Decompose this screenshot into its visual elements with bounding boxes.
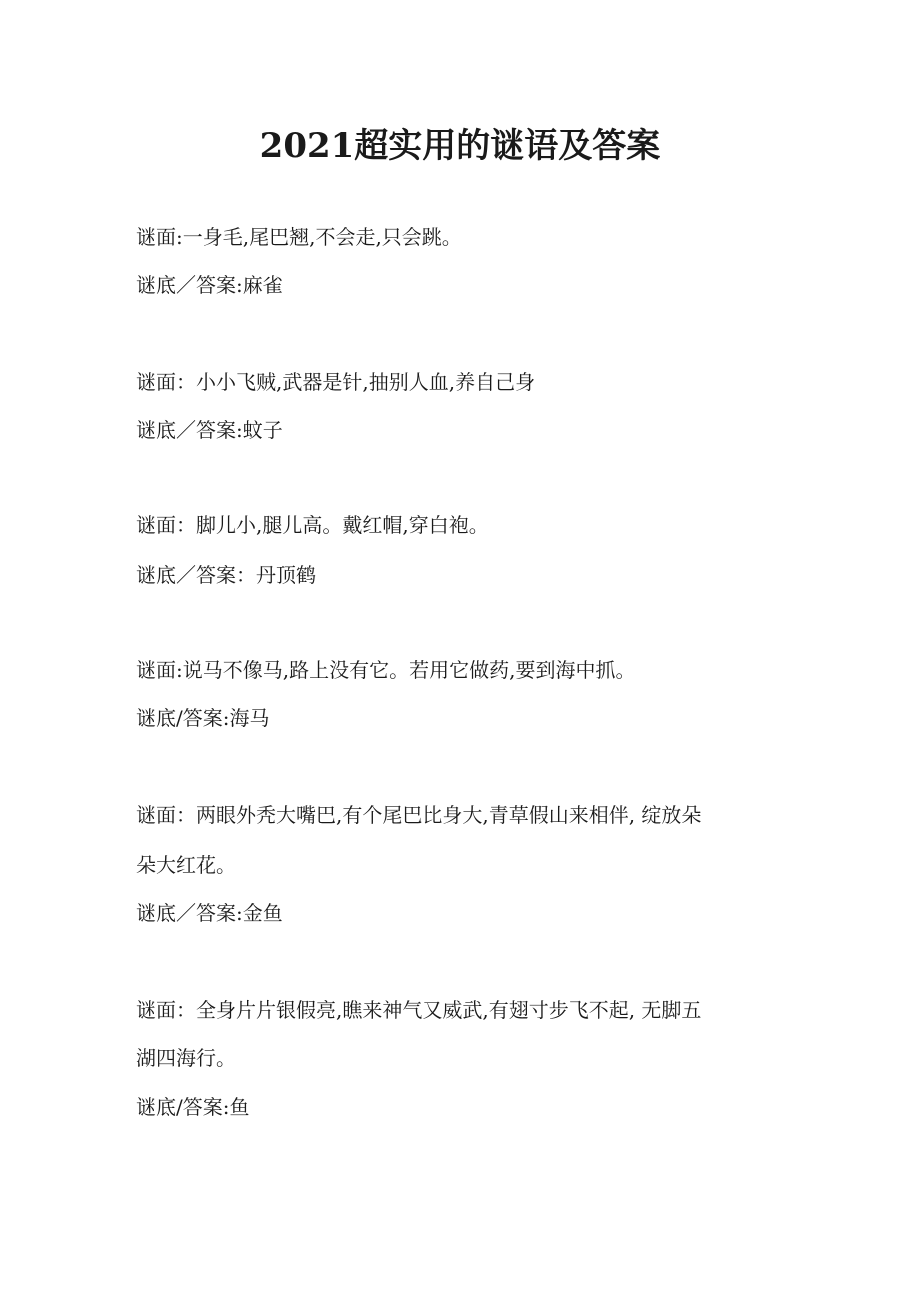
riddle-6-answer: 谜底/答案:鱼 [136, 1095, 250, 1119]
riddle-6-question-line-2: 湖四海行。 [136, 1046, 236, 1070]
riddle-4-answer: 谜底/答案:海马 [136, 706, 270, 730]
riddle-2-question: 谜面：小小飞贼,武器是针,抽别人血,养自己身 [136, 370, 536, 394]
riddle-3-answer: 谜底／答案：丹顶鹤 [136, 563, 316, 587]
riddle-5-question-line-1: 谜面：两眼外秃大嘴巴,有个尾巴比身大,青草假山来相伴, 绽放朵 [136, 803, 702, 827]
riddle-6-question-line-1: 谜面：全身片片银假亮,瞧来神气又威武,有翅寸步飞不起, 无脚五 [136, 998, 702, 1022]
riddle-5-answer: 谜底／答案:金鱼 [136, 901, 283, 925]
riddle-3-question: 谜面：脚儿小,腿儿高。戴红帽,穿白袍。 [136, 513, 489, 537]
riddle-2-answer: 谜底／答案:蚊子 [136, 418, 283, 442]
document-title: 2021超实用的谜语及答案 [259, 126, 661, 166]
riddle-5-question-line-2: 朵大红花。 [136, 853, 236, 877]
riddle-1-answer: 谜底／答案:麻雀 [136, 273, 283, 297]
riddle-1-question: 谜面:一身毛,尾巴翘,不会走,只会跳。 [136, 225, 462, 249]
riddle-4-question: 谜面:说马不像马,路上没有它。若用它做药,要到海中抓。 [136, 658, 636, 682]
